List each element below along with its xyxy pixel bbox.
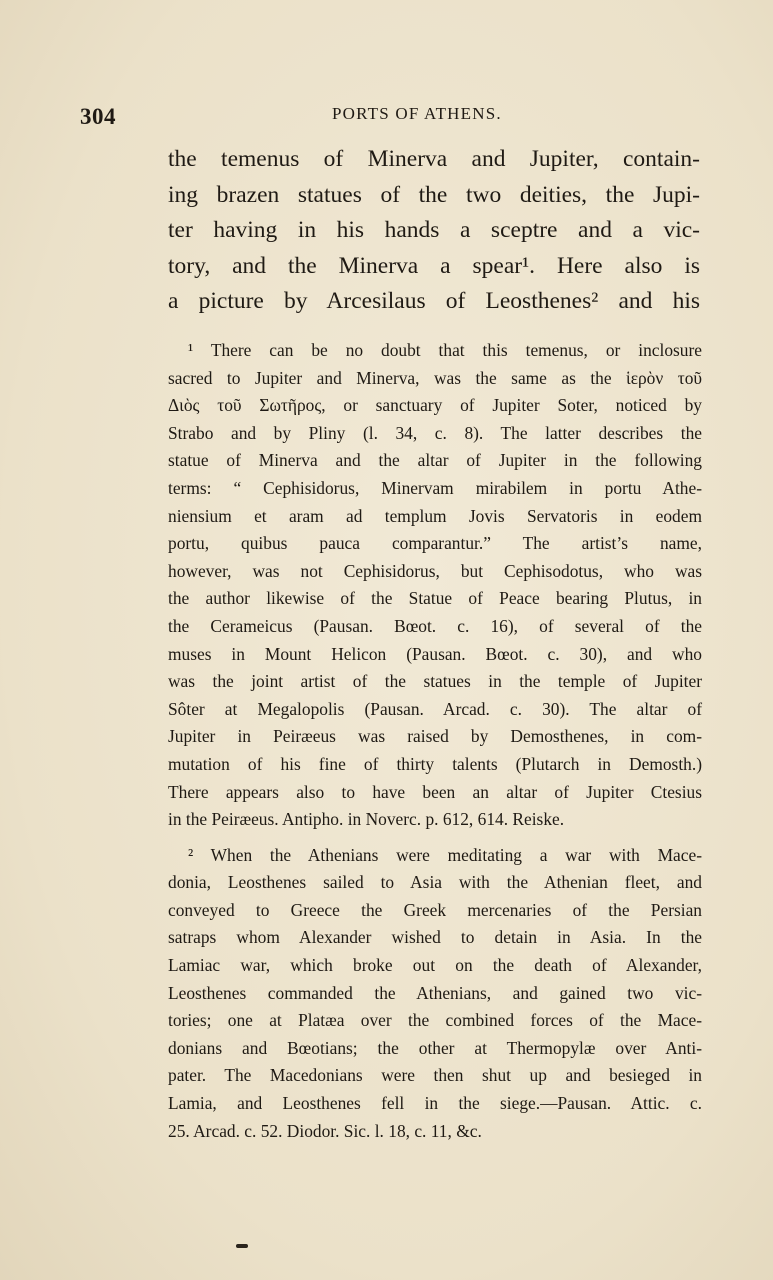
text-line: a picture by Arcesilaus of Leosthenes² and his (168, 288, 700, 314)
footnote-line: satraps whom Alexander wished to detain in Asia. In the (168, 927, 702, 948)
footnote-line: was the joint artist of the statues in the temple of Jupiter (168, 671, 702, 692)
text-line: the temenus of Minerva and Jupiter, contain- (168, 146, 700, 172)
footnote-line: Lamia, and Leosthenes fell in the siege.—Pausan. Attic. c. (168, 1093, 702, 1114)
page-number: 304 (80, 104, 116, 129)
footnote-line: Sôter at Megalopolis (Pausan. Arcad. c. 30). The altar of (168, 698, 702, 719)
footnote-2 (168, 842, 702, 1146)
running-head: PORTS OF ATHENS. (332, 104, 502, 123)
footnote-line: the author likewise of the Statue of Peace bearing Plutus, in (168, 588, 702, 609)
footnote-line: Leosthenes commanded the Athenians, and gained two vic- (168, 982, 702, 1003)
footnote-line: sacred to Jupiter and Minerva, was the same as the ἱερὸν τοῦ (168, 367, 702, 388)
footnote-line: terms: “ Cephisidorus, Minervam mirabilem in portu Athe- (168, 477, 702, 498)
footnotes (168, 337, 702, 1153)
footnote-line: donians and Bœotians; the other at Thermopylæ over Anti- (168, 1037, 702, 1058)
printer-mark (236, 1244, 248, 1248)
footnote-line: ² When the Athenians were meditating a war with Mace- (188, 844, 702, 865)
footnote-line: portu, quibus pauca comparantur.” The artist’s name, (168, 533, 702, 554)
text-line: ing brazen statues of the two deities, the Jupi- (168, 181, 700, 208)
footnote-line: statue of Minerva and the altar of Jupiter in the following (168, 450, 702, 471)
text-line: tory, and the Minerva a spear¹. Here also is (168, 252, 700, 279)
footnote-1 (168, 337, 702, 834)
footnote-line: in the Peiræeus. Antipho. in Noverc. p. 612, 614. Reiske. (168, 809, 565, 830)
footnote-line: tories; one at Platæa over the combined forces of the Mace- (168, 1010, 702, 1031)
footnote-line: however, was not Cephisidorus, but Cephisodotus, who was (168, 560, 702, 581)
footnote-line: There appears also to have been an altar of Jupiter Ctesius (168, 781, 702, 802)
footnote-line: Διὸς τοῦ Σωτῆρος, or sanctuary of Jupiter Soter, noticed by (168, 395, 702, 416)
footnote-line: Strabo and by Pliny (l. 34, c. 8). The latter describes the (168, 422, 702, 443)
footnote-line: conveyed to Greece the Greek mercenaries of the Persian (168, 899, 702, 920)
footnote-line: ¹ There can be no doubt that this temenus, or inclosure (188, 340, 702, 360)
footnote-line: Jupiter in Peiræeus was raised by Demosthenes, in com- (168, 726, 702, 747)
footnote-line: Lamiac war, which broke out on the death of Alexander, (168, 955, 702, 976)
footnote-line: mutation of his fine of thirty talents (Plutarch in Demosth.) (168, 753, 702, 774)
main-text (168, 142, 700, 320)
footnote-line: muses in Mount Helicon (Pausan. Bœot. c. 30), and who (168, 643, 702, 664)
text-line: ter having in his hands a sceptre and a vic- (168, 217, 700, 243)
footnote-line: pater. The Macedonians were then shut up and besieged in (168, 1065, 702, 1086)
footnote-line: 25. Arcad. c. 52. Diodor. Sic. l. 18, c. 11, &c. (168, 1120, 482, 1141)
footnote-line: the Cerameicus (Pausan. Bœot. c. 16), of several of the (168, 615, 702, 636)
footnote-line: niensium et aram ad templum Jovis Servatoris in eodem (168, 505, 702, 526)
footnote-line: donia, Leosthenes sailed to Asia with the Athenian fleet, and (168, 872, 702, 893)
